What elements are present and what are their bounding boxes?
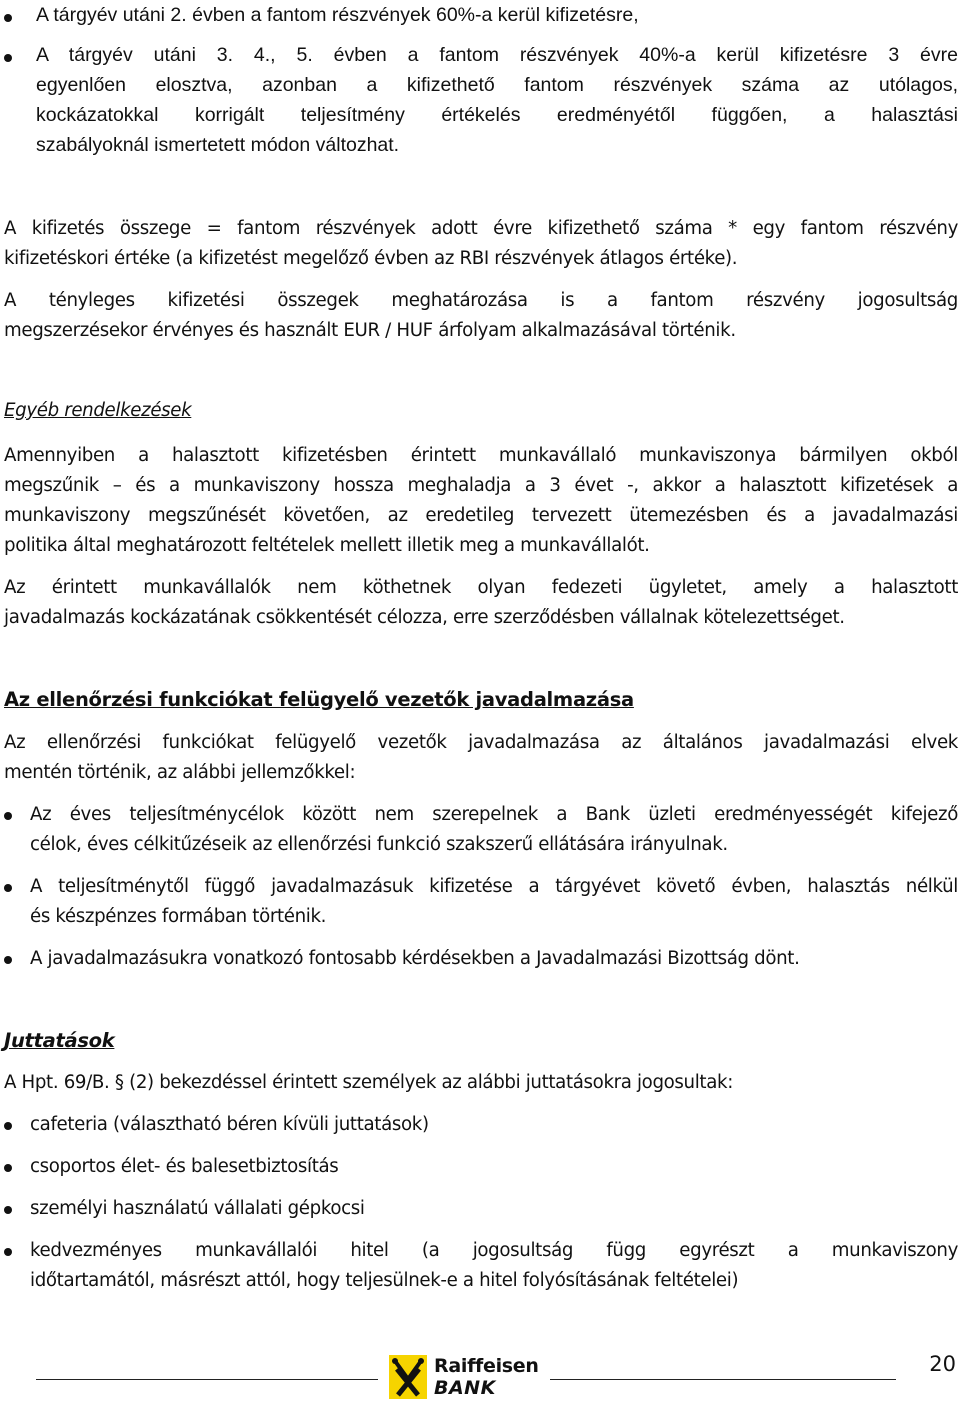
text-line: megszűnik – és a munkaviszony hossza meghaladja a 3 évet -, akkor a halasztott kifizetések a	[4, 475, 958, 496]
text-line: kockázatokkal korrigált teljesítmény értékelés eredményétől függően, a halasztási	[36, 104, 958, 126]
text-line: politika által meghatározott feltételek mellett illetik meg a munkavállalót.	[4, 535, 650, 556]
text-line: munkaviszony megszűnését követően, az eredetileg tervezett ütemezésben és a javadalmazási	[4, 505, 958, 526]
text-line: szabályoknál ismertetett módon változhat.	[36, 134, 400, 156]
text-line: A tárgyév utáni 2. évben a fantom részvények 60%-a kerül kifizetésre,	[36, 4, 639, 26]
text-line: javadalmazás kockázatának csökkentését célozza, erre szerződésben vállalnak kötelezettséget.	[4, 607, 845, 628]
paragraph-actual-payment	[4, 286, 958, 346]
text-line: Az éves teljesítménycélok között nem szerepelnek a Bank üzleti eredményességét kifejező	[30, 804, 958, 825]
text-line: megszerzésekor érvényes és használt EUR / HUF árfolyam alkalmazásával történik.	[4, 320, 736, 341]
bullet-item-1	[36, 0, 958, 30]
bullet-dot	[4, 1248, 12, 1256]
bullet-item-2	[36, 40, 958, 160]
text-line: célok, éves célkitűzéseik az ellenőrzési funkció szakszerű ellátására irányulnak.	[30, 834, 728, 855]
paragraph-other-2	[4, 573, 958, 633]
text-line: A Hpt. 69/B. § (2) bekezdéssel érintett személyek az alábbi juttatásokra jogosultak:	[4, 1072, 733, 1093]
page-number: 20	[929, 1352, 956, 1376]
bullet-item-control-3	[30, 944, 958, 974]
logo-text-bank: BANK	[434, 1377, 496, 1399]
text-line: személyi használatú vállalati gépkocsi	[30, 1198, 365, 1219]
text-line: cafeteria (választható béren kívüli juttatások)	[30, 1114, 429, 1135]
bullet-dot	[4, 54, 12, 62]
bullet-dot	[4, 1122, 12, 1130]
bullet-item-control-1	[30, 800, 958, 860]
text-line: A javadalmazásukra vonatkozó fontosabb kérdésekben a Javadalmazási Bizottság dönt.	[30, 948, 800, 969]
text-line: Amennyiben a halasztott kifizetésben érintett munkavállaló munkaviszonya bármilyen okból	[4, 445, 958, 466]
bullet-dot	[4, 14, 12, 22]
logo-mark-icon	[389, 1355, 427, 1399]
text-line: Az ellenőrzési funkciókat felügyelő vezetők javadalmazása az általános javadalmazási elvek	[4, 732, 958, 753]
text-line: időtartamától, másrészt attól, hogy teljesülnek-e a hitel folyósításának feltételei)	[30, 1270, 739, 1291]
section-title-benefits: Juttatások	[4, 1029, 115, 1052]
bullet-item-benefit-4	[30, 1236, 958, 1296]
bullet-item-benefit-2	[30, 1152, 958, 1182]
section-title-text: Egyéb rendelkezések	[4, 400, 192, 421]
text-line: mentén történik, az alábbi jellemzőkkel:	[4, 762, 356, 783]
text-line: Az érintett munkavállalók nem köthetnek olyan fedezeti ügyletet, amely a halasztott	[4, 577, 958, 598]
crossed-horse-heads-icon	[389, 1355, 427, 1399]
paragraph-other-1	[4, 441, 958, 561]
bullet-item-benefit-1	[30, 1110, 958, 1140]
text-line: kifizetéskori értéke (a kifizetést megelőző évben az RBI részvények átlagos értéke).	[4, 248, 738, 269]
bullet-item-control-2	[30, 872, 958, 932]
bullet-dot	[4, 1206, 12, 1214]
text-line: és készpénzes formában történik.	[30, 906, 327, 927]
logo-text-raiffeisen: Raiffeisen	[434, 1355, 539, 1377]
text-line: A teljesítménytől függő javadalmazásuk kifizetése a tárgyévet követő évben, halasztás nélkül	[30, 876, 958, 897]
footer-rule-left	[36, 1379, 378, 1380]
paragraph-control-intro	[4, 728, 958, 788]
bullet-dot	[4, 1164, 12, 1172]
bullet-dot	[4, 884, 12, 892]
text-line: csoportos élet- és balesetbiztosítás	[30, 1156, 339, 1177]
paragraph-payout	[4, 214, 958, 274]
bullet-item-benefit-3	[30, 1194, 958, 1224]
section-title-control: Az ellenőrzési funkciókat felügyelő vezetők javadalmazása	[4, 688, 634, 711]
text-line: egyenlően elosztva, azonban a kifizethető fantom részvények száma az utólagos,	[36, 74, 958, 96]
bullet-dot	[4, 956, 12, 964]
text-line: A kifizetés összege = fantom részvények adott évre kifizethető száma * egy fantom részvény	[4, 218, 958, 239]
section-title-other	[4, 396, 958, 426]
bullet-dot	[4, 812, 12, 820]
footer-rule-right	[550, 1379, 896, 1380]
raiffeisen-logo	[389, 1355, 541, 1401]
text-line: A tárgyév utáni 3. 4., 5. évben a fantom részvények 40%-a kerül kifizetésre 3 évre	[36, 44, 958, 66]
paragraph-benefits-intro	[4, 1068, 958, 1098]
text-line: A tényleges kifizetési összegek meghatározása is a fantom részvény jogosultság	[4, 290, 958, 311]
text-line: kedvezményes munkavállalói hitel (a jogosultság függ egyrészt a munkaviszony	[30, 1240, 958, 1261]
